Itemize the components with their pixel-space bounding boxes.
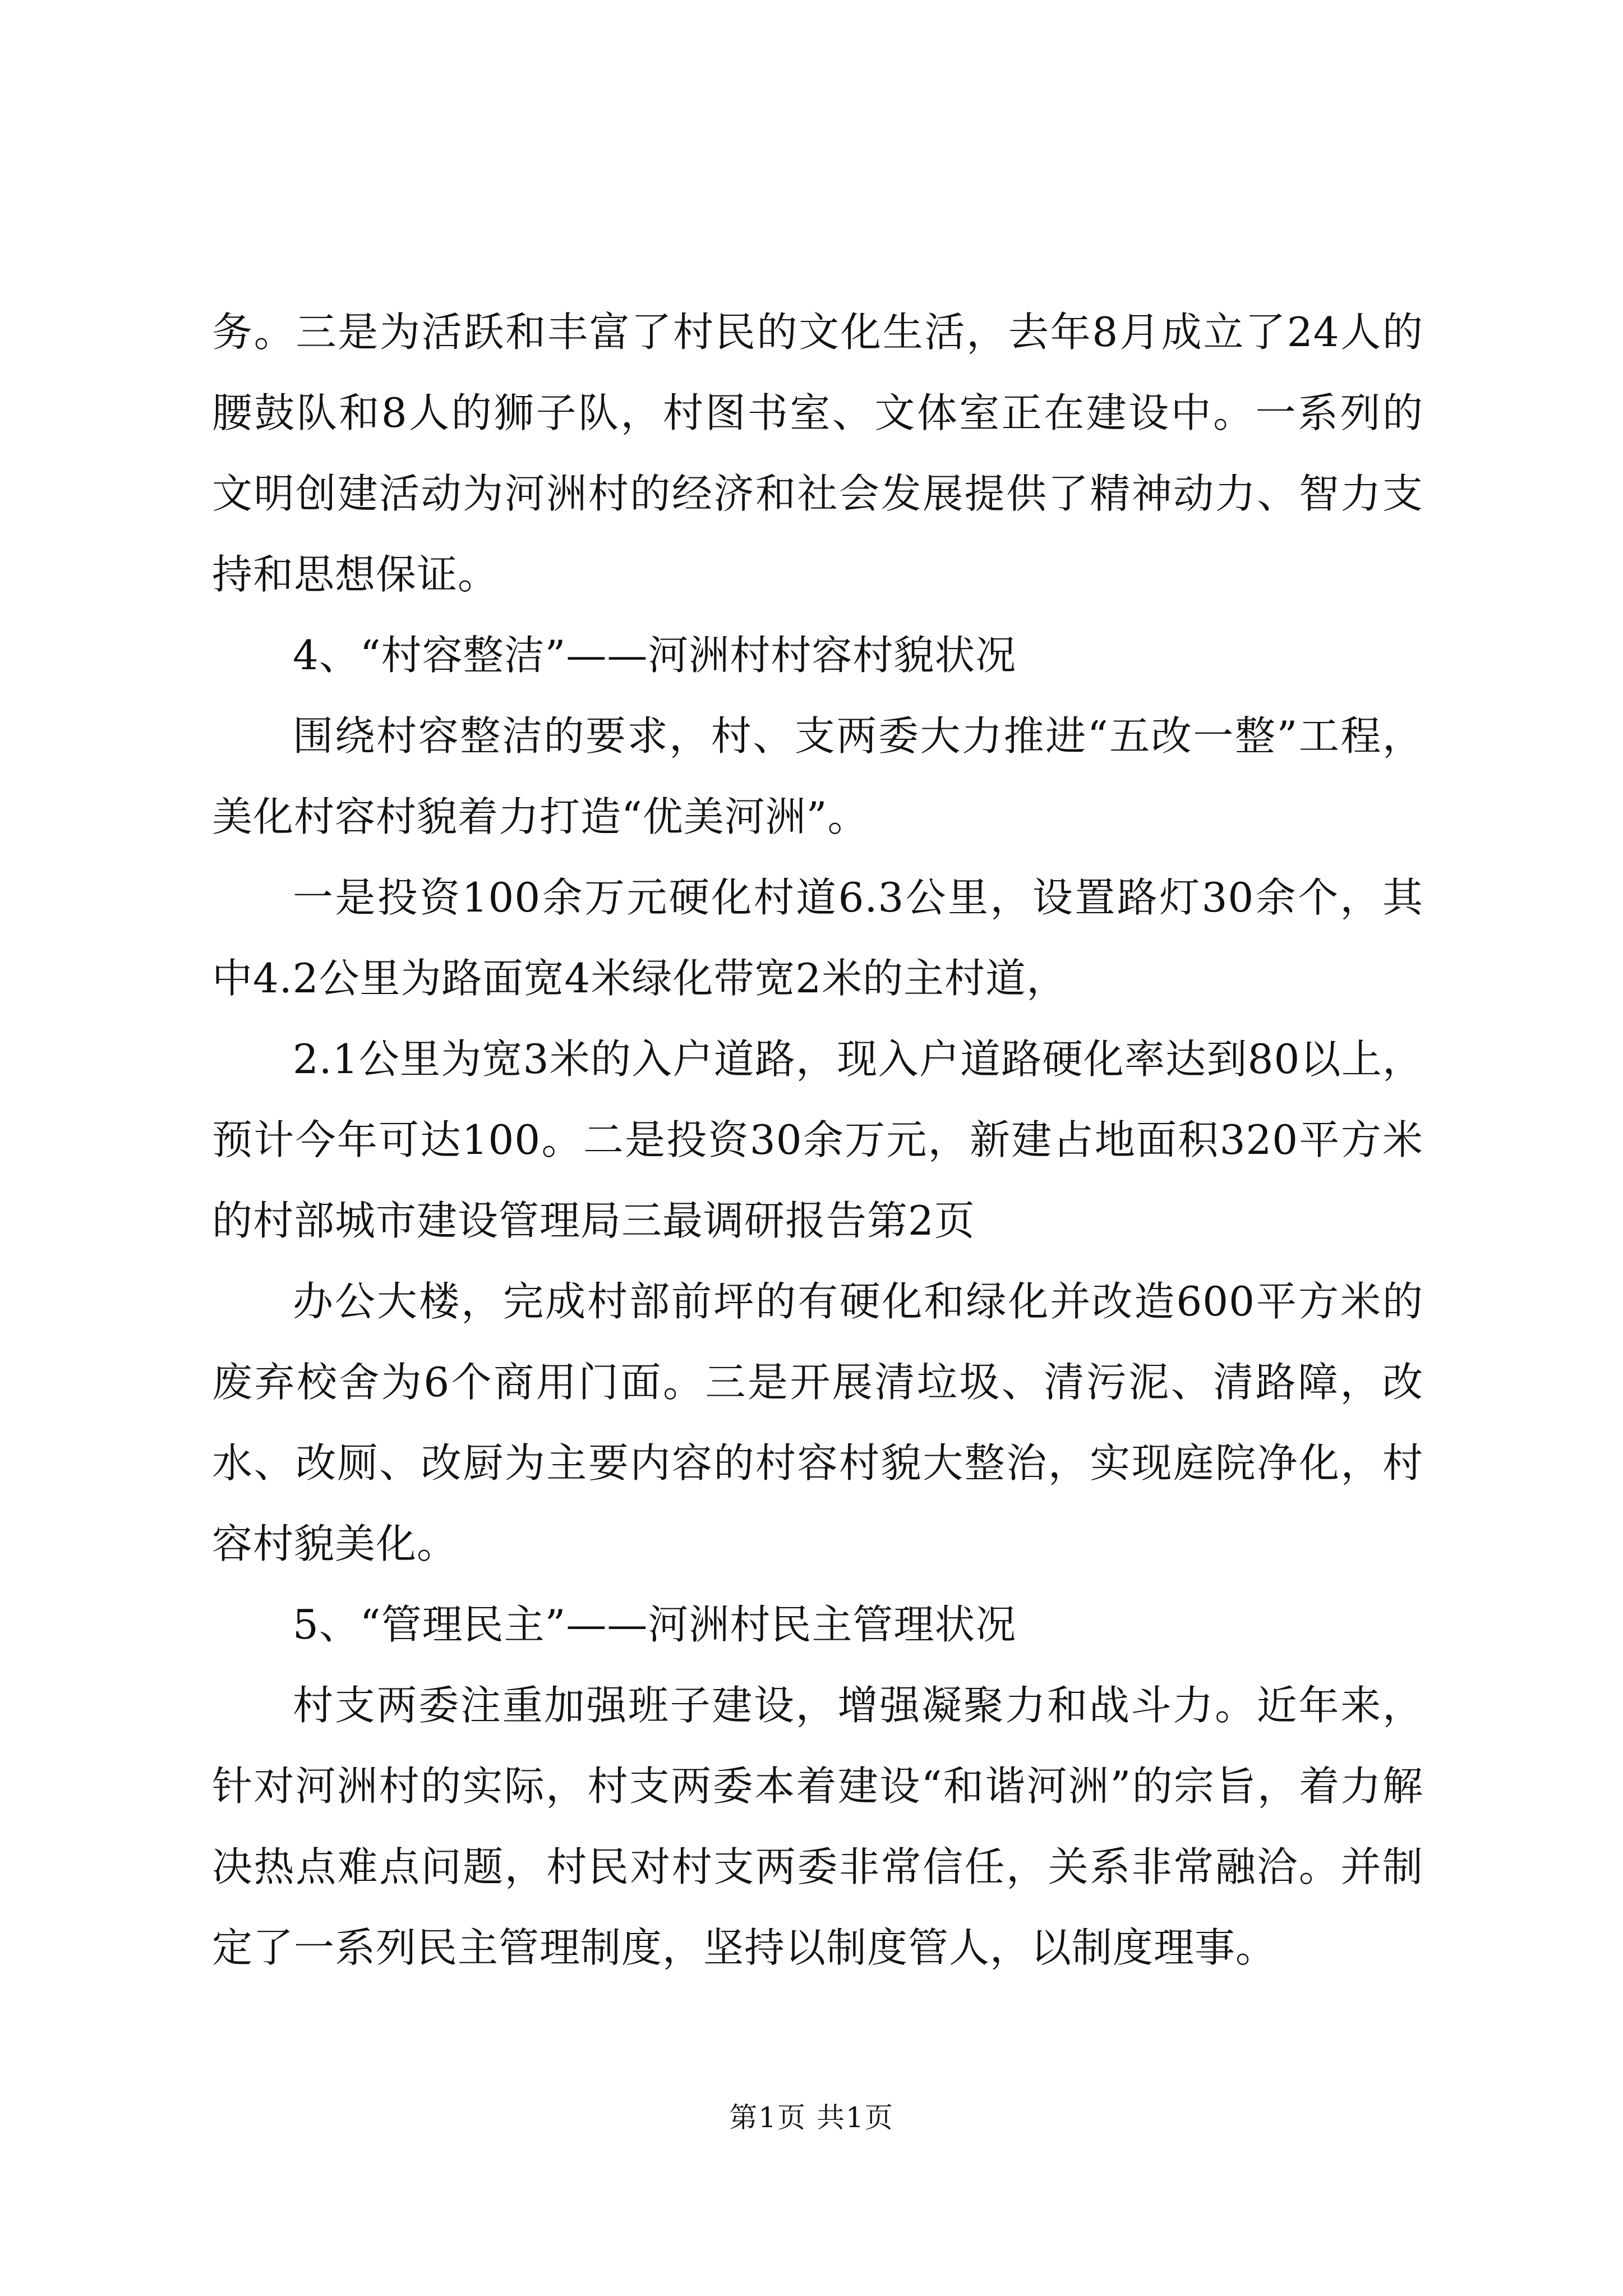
paragraph-tidiness-requirement: 围绕村容整洁的要求，村、支两委大力推进“五改一整”工程，美化村容村貌着力打造“优美河洲”。 [212, 712, 1423, 840]
paragraph-household-roads: 2.1公里为宽3米的入户道路，现入户道路硬化率达到80以上，预计今年可达100。二是投资30余万元，新建占地面积320平方米的村部城市建设管理局三最调研报告第2页 [212, 1036, 1423, 1244]
paragraph-road-investment: 一是投资100余万元硬化村道6.3公里，设置路灯30余个，其中4.2公里为路面宽4米绿化带宽2米的主村道， [212, 874, 1423, 1002]
section-heading-democratic-management: 5、“管理民主”——河洲村民主管理状况 [293, 1601, 1017, 1648]
page-footer: 第1页 共1页 [729, 2101, 894, 2134]
paragraph-culture-life: 务。三是为活跃和丰富了村民的文化生活，去年8月成立了24人的腰鼓队和8人的狮子队，村图书室、文体室正在建设中。一系列的文明创建活动为河洲村的经济和社会发展提供了精神动力、智力支持和思想保证。 [212, 309, 1423, 598]
section-heading-village-tidiness: 4、“村容整洁”——河洲村村容村貌状况 [293, 632, 1017, 679]
paragraph-office-building: 办公大楼，完成村部前坪的有硬化和绿化并改造600平方米的废弃校舍为6个商用门面。三是开展清垃圾、清污泥、清路障，改水、改厕、改厨为主要内容的村容村貌大整治，实现庭院净化，村容村貌美化。 [212, 1278, 1423, 1567]
document-body [212, 292, 1423, 1988]
paragraph-management-system: 村支两委注重加强班子建设，增强凝聚力和战斗力。近年来，针对河洲村的实际，村支两委本着建设“和谐河洲”的宗旨，着力解决热点难点问题，村民对村支两委非常信任，关系非常融洽。并制定了一系列民主管理制度，坚持以制度管人，以制度理事。 [212, 1682, 1423, 1971]
